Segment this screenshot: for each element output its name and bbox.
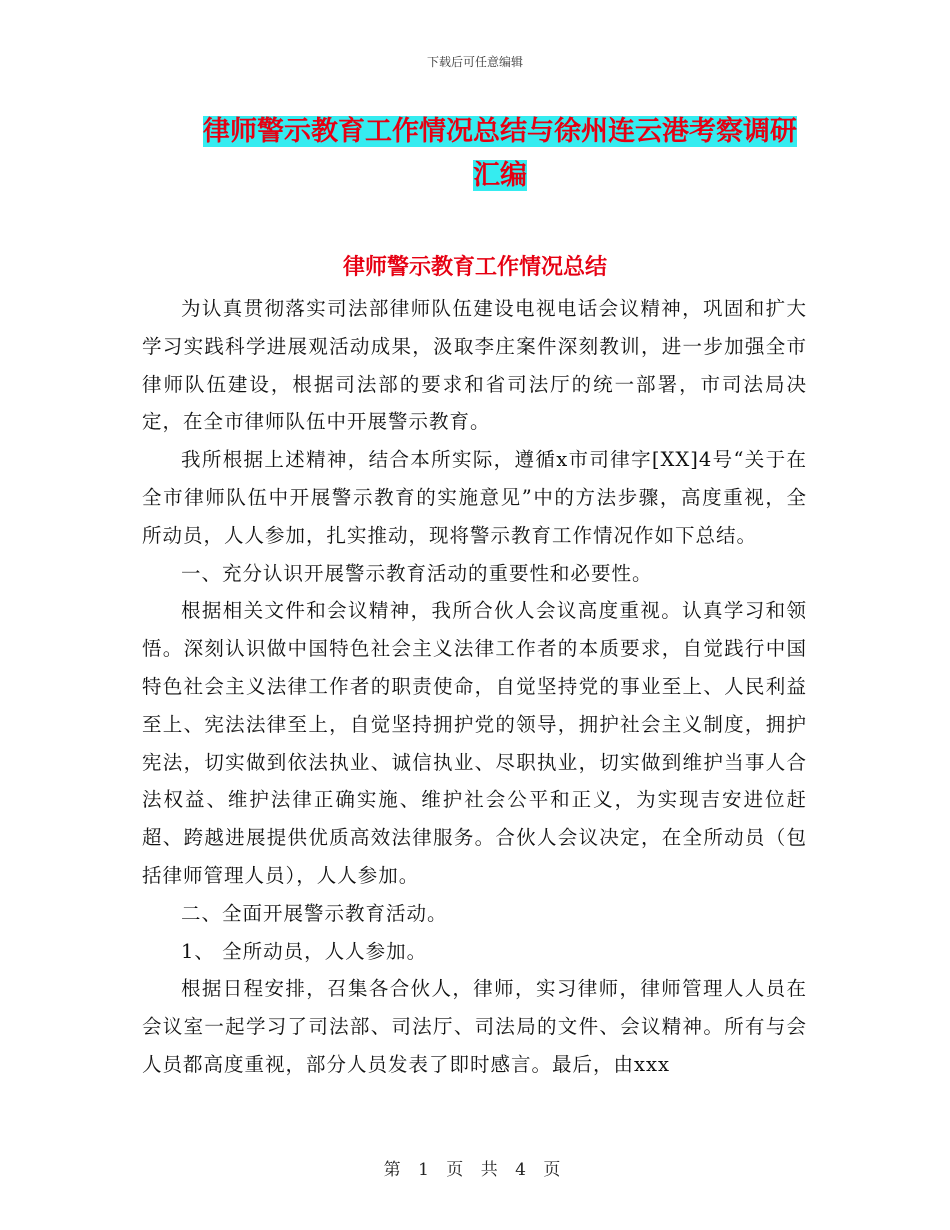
subheading-paragraph: 1、 全所动员，人人参加。 — [181, 939, 428, 963]
paragraph: 为认真贯彻落实司法部律师队伍建设电视电话会议精神，巩固和扩大学习实践科学进展观活动成果，汲取李庄案件深刻教训，进一步加强全市律师队伍建设，根据司法部的要求和省司法厅的统一部署，市司法局决定，在全市律师队伍中开展警示教育。 — [142, 297, 807, 434]
header-note: 下载后可任意编辑 — [426, 55, 523, 69]
paragraph: 根据日程安排，召集各合伙人，律师，实习律师，律师管理人人员在会议室一起学习了司法部、司法厅、司法局的文件、会议精神。所有与会人员都高度重视，部分人员发表了即时感言。最后，由xxx — [142, 977, 807, 1076]
section-title: 律师警示教育工作情况总结 — [342, 255, 607, 280]
document-title — [190, 110, 810, 198]
document-body — [142, 290, 807, 1084]
heading-paragraph: 二、全面开展警示教育活动。 — [181, 901, 448, 925]
heading-paragraph: 一、充分认识开展警示教育活动的重要性和必要性。 — [181, 561, 653, 585]
paragraph: 根据相关文件和会议精神，我所合伙人会议高度重视。认真学习和领悟。深刻认识做中国特色社会主义法律工作者的本质要求，自觉践行中国特色社会主义法律工作者的职责使命，自觉坚持党的事业至上、人民利益至上、宪法法律至上，自觉坚持拥护党的领导，拥护社会主义制度，拥护宪法，切实做到依法执业、诚信执业、尽职执业，切实做到维护当事人合法权益、维护法律正确实施、维护社会公平和正义，为实现吉安进位赶超、跨越进展提供优质高效法律服务。合伙人会议决定，在全所动员（包括律师管理人员），人人参加。 — [142, 599, 807, 887]
document-title-text: 律师警示教育工作情况总结与徐州连云港考察调研汇编 — [203, 116, 797, 191]
page-footer: 第 1 页 共 4 页 — [383, 1160, 567, 1180]
paragraph: 我所根据上述精神，结合本所实际，遵循x市司律字[XX]4号“关于在全市律师队伍中开展警示教育的实施意见”中的方法步骤，高度重视，全所动员，人人参加，扎实推动，现将警示教育工作情况作如下总结。 — [142, 448, 807, 547]
